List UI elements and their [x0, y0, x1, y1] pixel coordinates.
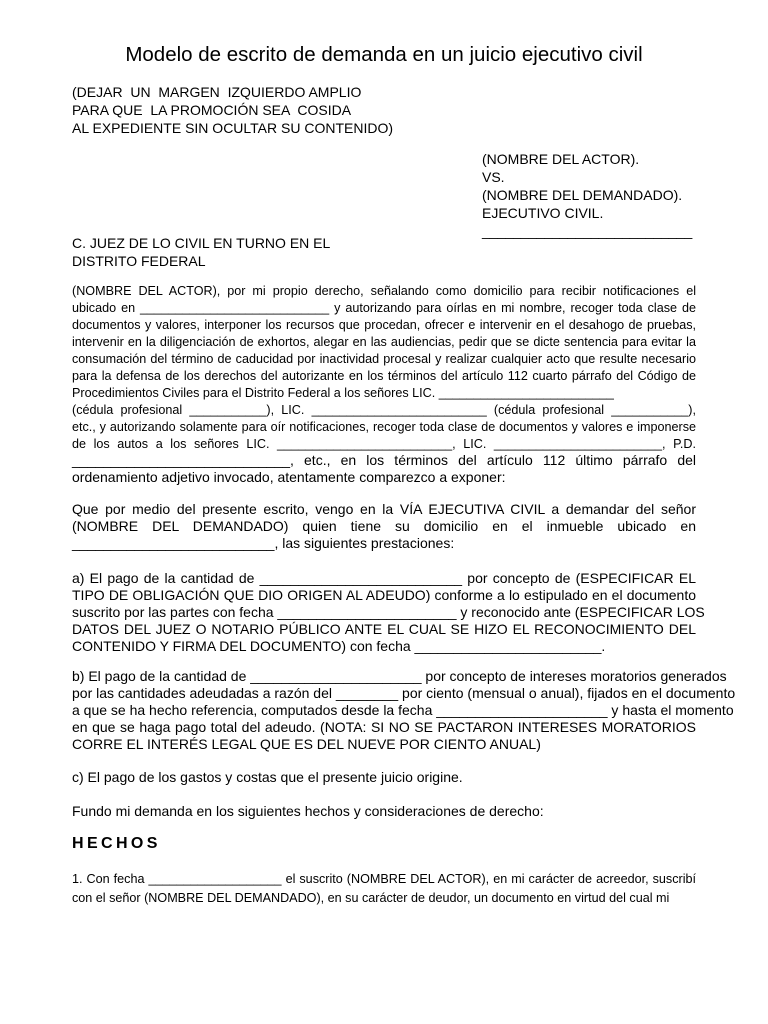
addressee-line: DISTRITO FEDERAL: [72, 253, 206, 269]
paragraph-line: c) El pago de los gastos y costas que el presente juicio origine.: [72, 769, 463, 785]
case-number-blank: ___________________________: [482, 223, 693, 239]
paragraph-line: para la defensa de los derechos del autorizante en los términos del artículo 112 cuarto párrafo del Código de: [72, 369, 696, 383]
defendant-name-placeholder: (NOMBRE DEL DEMANDADO).: [482, 187, 683, 203]
intro-paragraph-end: [72, 452, 696, 486]
versus-label: VS.: [482, 169, 505, 185]
paragraph-line: b) El pago de la cantidad de ______________________ por concepto de intereses moratorios generados: [72, 668, 727, 684]
margin-instruction-note: [72, 83, 393, 137]
paragraph-line: en que se haga pago total del adeudo. (NOTA: SI NO SE PACTARON INTERESES MORATORIOS: [72, 719, 696, 735]
grounds-statement: [72, 803, 696, 820]
paragraph-line: 1. Con fecha ___________________ el suscrito (NOMBRE DEL ACTOR), en mi carácter de acreedor, suscribí: [72, 872, 696, 886]
paragraph-line: suscrito por las partes con fecha _______________________ y reconocido ante (ESPECIFICAR LOS: [72, 604, 705, 620]
claim-paragraph: [72, 501, 696, 552]
margin-note-line: (DEJAR UN MARGEN IZQUIERDO AMPLIO: [72, 84, 362, 100]
paragraph-line: Fundo mi demanda en los siguientes hechos y consideraciones de derecho:: [72, 803, 544, 819]
fact-1-paragraph: [72, 870, 696, 908]
paragraph-line: de los autos a los señores LIC. _________________________, LIC. ________________________, P.D.: [72, 437, 696, 451]
paragraph-line: (NOMBRE DEL DEMANDADO) quien tiene su domicilio en el inmueble ubicado en: [72, 518, 696, 534]
paragraph-line: __________________________, las siguientes prestaciones:: [72, 535, 455, 551]
paragraph-line: ordenamiento adjetivo invocado, atentamente comparezco a exponer:: [72, 469, 506, 485]
claim-item-c: [72, 769, 696, 786]
paragraph-line: (cédula profesional ___________), LIC. _________________________ (cédula profesional ___________),: [72, 403, 696, 417]
intro-paragraph: [72, 283, 696, 453]
paragraph-line: a que se ha hecho referencia, computados desde la fecha ______________________ y hasta el momento: [72, 702, 734, 718]
paragraph-line: consumación del término de caducidad por inactividad procesal y realizar cualquier acto que resulte necesario: [72, 352, 696, 366]
addressee-block: [72, 234, 330, 270]
facts-heading: HECHOS: [72, 835, 161, 852]
addressee-line: C. JUEZ DE LO CIVIL EN TURNO EN EL: [72, 235, 331, 251]
paragraph-line: DATOS DEL JUEZ O NOTARIO PÚBLICO ANTE EL CUAL SE HIZO EL RECONOCIMIENTO DEL: [72, 621, 696, 637]
paragraph-line: (NOMBRE DEL ACTOR), por mi propio derecho, señalando como domicilio para recibir notificaciones el: [72, 284, 696, 298]
paragraph-line: por las cantidades adeudadas a razón del ________ por ciento (mensual o anual), fijados en el documento: [72, 685, 736, 701]
paragraph-line: etc., y autorizando solamente para oír notificaciones, recoger toda clase de documentos y valores e imponerse: [72, 420, 696, 434]
paragraph-line: intervenir en la diligenciación de exhortos, alegar en las audiencias, pedir que se dicte sentencia para evitar la: [72, 335, 696, 349]
document-title: Modelo de escrito de demanda en un juicio ejecutivo civil: [125, 43, 643, 66]
paragraph-line: ubicado en ___________________________ y autorizando para oírlas en mi nombre, recoger toda clase de: [72, 301, 696, 315]
paragraph-line: Procedimientos Civiles para el Distrito Federal a los señores LIC. _________________________: [72, 386, 614, 400]
paragraph-line: CONTENIDO Y FIRMA DEL DOCUMENTO) con fecha ________________________.: [72, 638, 606, 654]
case-caption: [482, 150, 692, 240]
plaintiff-name-placeholder: (NOMBRE DEL ACTOR).: [482, 151, 640, 167]
margin-note-line: PARA QUE LA PROMOCIÓN SEA COSIDA: [72, 102, 352, 118]
paragraph-line: con el señor (NOMBRE DEL DEMANDADO), en su carácter de deudor, un documento en virtud del cual mi: [72, 891, 670, 905]
margin-note-line: AL EXPEDIENTE SIN OCULTAR SU CONTENIDO): [72, 120, 394, 136]
paragraph-line: a) El pago de la cantidad de __________________________ por concepto de (ESPECIFICAR EL: [72, 570, 696, 586]
paragraph-line: documentos y valores, interponer los recursos que procedan, ofrecer e intervenir en el desahogo de pruebas,: [72, 318, 696, 332]
paragraph-line: CORRE EL INTERÉS LEGAL QUE ES DEL NUEVE POR CIENTO ANUAL): [72, 736, 541, 752]
case-type-label: EJECUTIVO CIVIL.: [482, 205, 604, 221]
paragraph-line: TIPO DE OBLIGACIÓN QUE DIO ORIGEN AL ADEUDO) conforme a lo estipulado en el documento: [72, 587, 696, 603]
claim-item-a: [72, 570, 705, 655]
claim-item-b: [72, 668, 736, 753]
paragraph-line: ____________________________, etc., en los términos del artículo 112 último párrafo del: [72, 452, 696, 468]
paragraph-line: Que por medio del presente escrito, vengo en la VÍA EJECUTIVA CIVIL a demandar del señor: [72, 501, 696, 517]
